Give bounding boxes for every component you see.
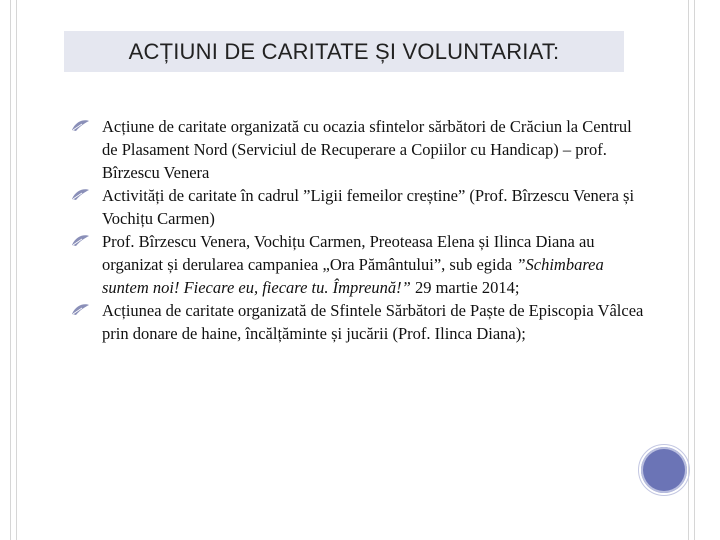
bullet-text-italic: ”Schimbarea suntem noi! Fiecare eu, fiecare tu. Împreună!” — [102, 255, 604, 297]
list-item — [70, 230, 650, 299]
list-item — [70, 184, 650, 230]
list-item — [70, 115, 650, 184]
bullet-text: Activități de caritate în cadrul ”Ligii femeilor creștine” (Prof. Bîrzescu Venera și Vochițu Carmen) — [102, 186, 635, 228]
bullet-list — [70, 115, 650, 345]
bullet-text-date: 29 martie 2014; — [410, 278, 520, 297]
list-item — [70, 299, 650, 345]
circle-decoration — [641, 447, 687, 493]
frame-line-left-inner — [16, 0, 17, 540]
bullet-text: Acțiune de caritate organizată cu ocazia sfintelor sărbători de Crăciun la Centrul de Plasament Nord (Serviciul de Recuperare a Copiilor cu Handicap) – prof. Bîrzescu Venera — [102, 117, 632, 182]
leaf-bullet-icon — [70, 233, 90, 249]
frame-line-right-inner — [688, 0, 689, 540]
bullet-text: Acțiunea de caritate organizată de Sfintele Sărbători de Paște de Episcopia Vâlcea prin donare de haine, încălțăminte și jucării (Prof. Ilinca Diana); — [102, 301, 644, 343]
leaf-bullet-icon — [70, 187, 90, 203]
leaf-bullet-icon — [70, 302, 90, 318]
leaf-bullet-icon — [70, 118, 90, 134]
slide-title: ACȚIUNI DE CARITATE ȘI VOLUNTARIAT: — [64, 31, 624, 72]
frame-line-left-outer — [10, 0, 11, 540]
bullet-text: Prof. Bîrzescu Venera, Vochițu Carmen, Preoteasa Elena și Ilinca Diana au organizat și derularea campaniea „Ora Pământului”, sub egida — [102, 232, 595, 274]
frame-line-right-outer — [694, 0, 695, 540]
